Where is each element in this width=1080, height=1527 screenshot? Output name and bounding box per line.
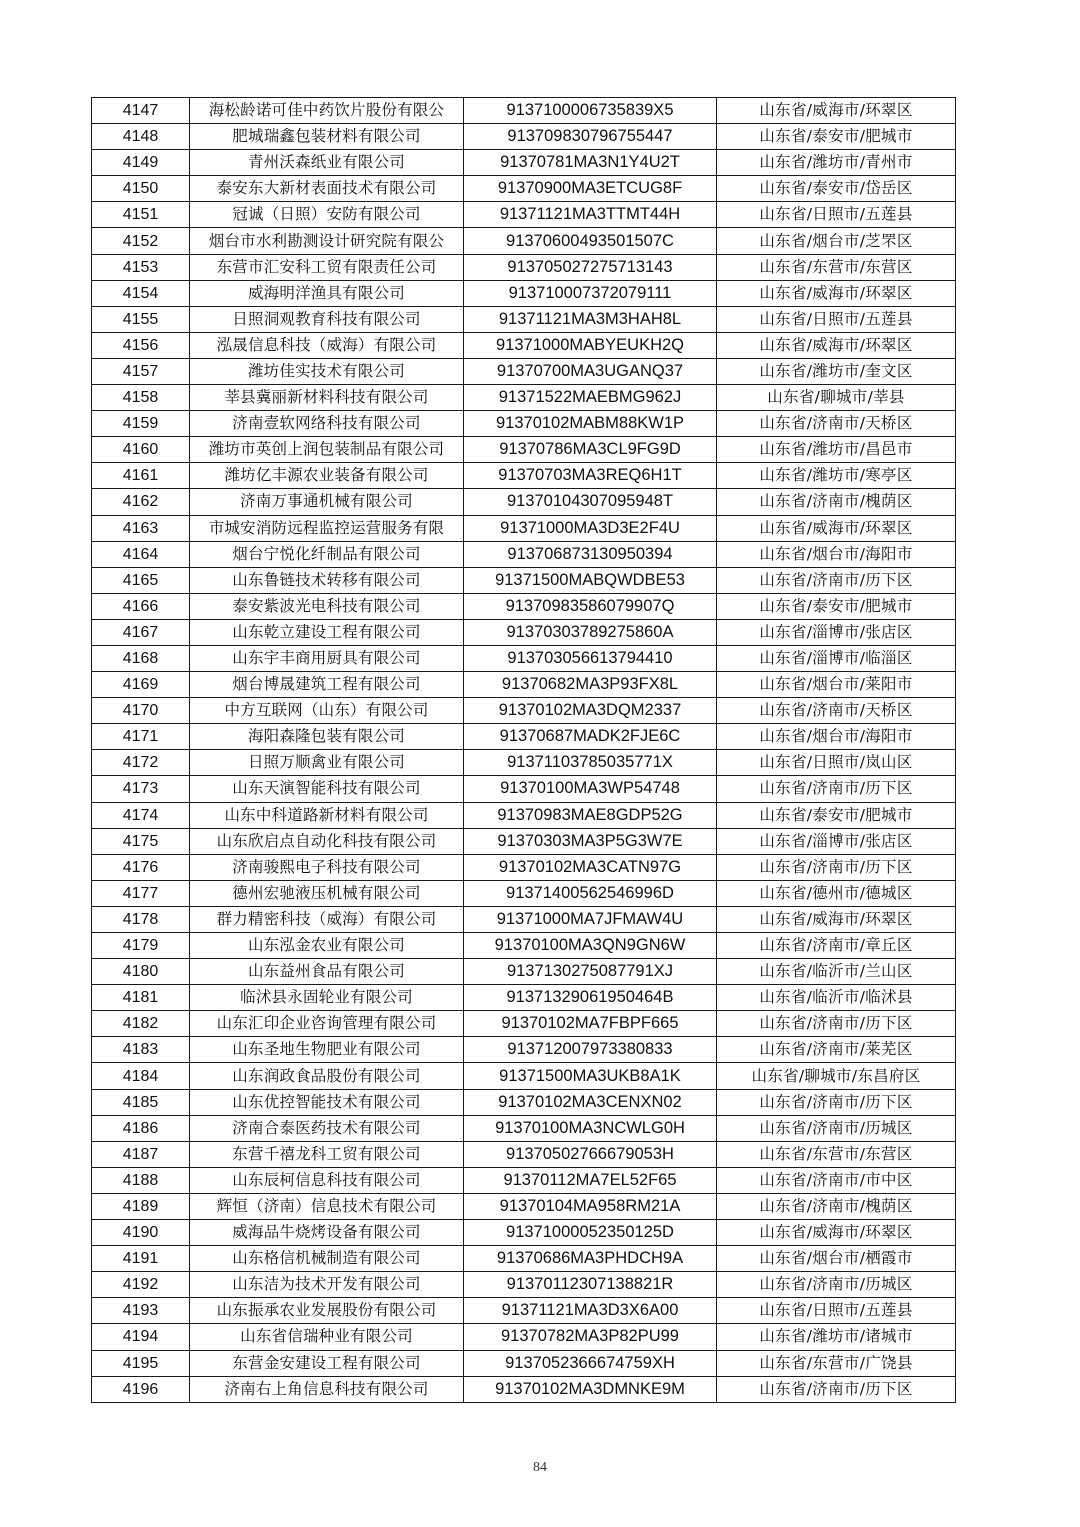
row-number: 4149: [92, 150, 190, 176]
location: 山东省/济南市/历下区: [717, 854, 956, 880]
credit-code: 91370682MA3P93FX8L: [464, 672, 717, 698]
credit-code: 91370900MA3ETCUG8F: [464, 176, 717, 202]
location: 山东省/淄博市/临淄区: [717, 645, 956, 671]
company-name: 东营市汇安科工贸有限责任公司: [190, 254, 464, 280]
company-name: 济南骏熙电子科技有限公司: [190, 854, 464, 880]
location: 山东省/威海市/环翠区: [717, 1220, 956, 1246]
company-name: 济南右上角信息科技有限公司: [190, 1376, 464, 1402]
location: 山东省/泰安市/岱岳区: [717, 176, 956, 202]
table-row: [92, 202, 956, 228]
table-row: [92, 1376, 956, 1402]
row-number: 4179: [92, 933, 190, 959]
credit-code: 91370102MABM88KW1P: [464, 411, 717, 437]
table-row: [92, 1246, 956, 1272]
table-row: [92, 124, 956, 150]
table-row: [92, 437, 956, 463]
location: 山东省/威海市/环翠区: [717, 98, 956, 124]
row-number: 4169: [92, 672, 190, 698]
credit-code: 91370983MAE8GDP52G: [464, 802, 717, 828]
company-name: 烟台市水利勘测设计研究院有限公: [190, 228, 464, 254]
credit-code: 91371121MA3TTMT44H: [464, 202, 717, 228]
row-number: 4182: [92, 1011, 190, 1037]
credit-code: 91370100MA3NCWLG0H: [464, 1115, 717, 1141]
company-name: 山东辰柯信息科技有限公司: [190, 1167, 464, 1193]
company-name: 泰安东大新材表面技术有限公司: [190, 176, 464, 202]
credit-code: 91371500MA3UKB8A1K: [464, 1063, 717, 1089]
company-name: 济南合泰医药技术有限公司: [190, 1115, 464, 1141]
location: 山东省/烟台市/芝罘区: [717, 228, 956, 254]
row-number: 4192: [92, 1272, 190, 1298]
company-name: 济南壹软网络科技有限公司: [190, 411, 464, 437]
row-number: 4160: [92, 437, 190, 463]
company-name: 山东洁为技术开发有限公司: [190, 1272, 464, 1298]
location: 山东省/威海市/环翠区: [717, 515, 956, 541]
credit-code: 91370102MA3DMNKE9M: [464, 1376, 717, 1402]
company-name: 中方互联网（山东）有限公司: [190, 698, 464, 724]
row-number: 4176: [92, 854, 190, 880]
company-name: 山东振承农业发展股份有限公司: [190, 1298, 464, 1324]
table-row: [92, 880, 956, 906]
company-name: 德州宏驰液压机械有限公司: [190, 880, 464, 906]
location: 山东省/泰安市/肥城市: [717, 593, 956, 619]
credit-code: 91370983586079907Q: [464, 593, 717, 619]
row-number: 4150: [92, 176, 190, 202]
company-name: 海阳森隆包装有限公司: [190, 724, 464, 750]
credit-code: 91370112307138821R: [464, 1272, 717, 1298]
row-number: 4171: [92, 724, 190, 750]
table-row: [92, 411, 956, 437]
credit-code: 91370687MADK2FJE6C: [464, 724, 717, 750]
row-number: 4187: [92, 1141, 190, 1167]
company-name: 青州沃森纸业有限公司: [190, 150, 464, 176]
company-name: 济南万事通机械有限公司: [190, 489, 464, 515]
credit-code: 91371121MA3M3HAH8L: [464, 306, 717, 332]
location: 山东省/济南市/历下区: [717, 776, 956, 802]
credit-code: 91371000737207911​1: [464, 280, 717, 306]
credit-code: 91371200797338083​3: [464, 1037, 717, 1063]
location: 山东省/聊城市/东昌府区: [717, 1063, 956, 1089]
table-row: [92, 489, 956, 515]
company-name: 山东格信机械制造有限公司: [190, 1246, 464, 1272]
row-number: 4163: [92, 515, 190, 541]
table-row: [92, 1193, 956, 1219]
company-name: 山东天演智能科技有限公司: [190, 776, 464, 802]
row-number: 4193: [92, 1298, 190, 1324]
credit-code: 91370502727571314​3: [464, 254, 717, 280]
table-row: [92, 1063, 956, 1089]
credit-code: 91371400562546996D: [464, 880, 717, 906]
company-name: 潍坊亿丰源农业装备有限公司: [190, 463, 464, 489]
company-name: 山东优控智能技术有限公司: [190, 1089, 464, 1115]
table-row: [92, 1220, 956, 1246]
location: 山东省/济南市/市中区: [717, 1167, 956, 1193]
table-row: [92, 280, 956, 306]
table-row: [92, 306, 956, 332]
company-name: 海松龄诺可佳中药饮片股份有限公: [190, 98, 464, 124]
credit-code: 91370781MA3N1Y4U2T: [464, 150, 717, 176]
location: 山东省/日照市/五莲县: [717, 1298, 956, 1324]
row-number: 4172: [92, 750, 190, 776]
credit-code: 91371000052350125D: [464, 1220, 717, 1246]
table-row: [92, 98, 956, 124]
table-row: [92, 1272, 956, 1298]
location: 山东省/淄博市/张店区: [717, 828, 956, 854]
location: 山东省/日照市/岚山区: [717, 750, 956, 776]
table-row: [92, 828, 956, 854]
row-number: 4153: [92, 254, 190, 280]
credit-code: 91370687313095039​4: [464, 541, 717, 567]
credit-code: 91370686MA3PHDCH9A: [464, 1246, 717, 1272]
company-name: 山东宇丰商用厨具有限公司: [190, 645, 464, 671]
credit-code: 91370112MA7EL52F65: [464, 1167, 717, 1193]
credit-code: 9137130275087791XJ: [464, 959, 717, 985]
company-name: 山东圣地生物肥业有限公司: [190, 1037, 464, 1063]
row-number: 4186: [92, 1115, 190, 1141]
table-row: [92, 1167, 956, 1193]
credit-code: 91370102MA3CENXN02: [464, 1089, 717, 1115]
company-name: 日照洞观教育科技有限公司: [190, 306, 464, 332]
location: 山东省/威海市/环翠区: [717, 906, 956, 932]
row-number: 4170: [92, 698, 190, 724]
table-row: [92, 176, 956, 202]
company-name: 潍坊市英创上润包装制品有限公司: [190, 437, 464, 463]
table-row: [92, 254, 956, 280]
location: 山东省/济南市/天桥区: [717, 698, 956, 724]
row-number: 4166: [92, 593, 190, 619]
location: 山东省/临沂市/临沭县: [717, 985, 956, 1011]
credit-code: 913705236667475​9XH: [464, 1350, 717, 1376]
credit-code: 91370104307095948T: [464, 489, 717, 515]
location: 山东省/济南市/历城区: [717, 1272, 956, 1298]
row-number: 4177: [92, 880, 190, 906]
company-name: 临沭县永固轮业有限公司: [190, 985, 464, 1011]
location: 山东省/烟台市/栖霞市: [717, 1246, 956, 1272]
location: 山东省/东营市/东营区: [717, 254, 956, 280]
table-row: [92, 1115, 956, 1141]
company-name: 山东泓金农业有限公司: [190, 933, 464, 959]
location: 山东省/淄博市/张店区: [717, 619, 956, 645]
table-row: [92, 1037, 956, 1063]
company-name: 山东汇印企业咨询管理有限公司: [190, 1011, 464, 1037]
company-name: 威海品牛烧烤设备有限公司: [190, 1220, 464, 1246]
credit-code: 91370782MA3P82PU99: [464, 1324, 717, 1350]
table-row: [92, 1298, 956, 1324]
location: 山东省/威海市/环翠区: [717, 280, 956, 306]
location: 山东省/潍坊市/青州市: [717, 150, 956, 176]
table-row: [92, 385, 956, 411]
table-row: [92, 750, 956, 776]
company-name: 莘县冀丽新材料科技有限公司: [190, 385, 464, 411]
row-number: 4194: [92, 1324, 190, 1350]
location: 山东省/济南市/历下区: [717, 1089, 956, 1115]
credit-code: 91370502766679053H: [464, 1141, 717, 1167]
row-number: 4180: [92, 959, 190, 985]
location: 山东省/东营市/广饶县: [717, 1350, 956, 1376]
company-name: 烟台宁悦化纤制品有限公司: [190, 541, 464, 567]
table-row: [92, 645, 956, 671]
row-number: 4152: [92, 228, 190, 254]
location: 山东省/德州市/德城区: [717, 880, 956, 906]
location: 山东省/东营市/东营区: [717, 1141, 956, 1167]
credit-code: 91370600493501507C: [464, 228, 717, 254]
company-name: 烟台博晟建筑工程有限公司: [190, 672, 464, 698]
row-number: 4158: [92, 385, 190, 411]
location: 山东省/济南市/历下区: [717, 1376, 956, 1402]
location: 山东省/济南市/历下区: [717, 567, 956, 593]
row-number: 4178: [92, 906, 190, 932]
company-name: 山东乾立建设工程有限公司: [190, 619, 464, 645]
company-name: 山东益州食品有限公司: [190, 959, 464, 985]
table-row: [92, 358, 956, 384]
credit-code: 91370700MA3UGANQ37: [464, 358, 717, 384]
table-row: [92, 463, 956, 489]
row-number: 4168: [92, 645, 190, 671]
credit-code: 91371000MA7JFMAW4U: [464, 906, 717, 932]
row-number: 4167: [92, 619, 190, 645]
row-number: 4147: [92, 98, 190, 124]
credit-code: 91371000MABYEUKH2Q: [464, 332, 717, 358]
credit-code: 91371103785035771X: [464, 750, 717, 776]
credit-code: 9137100006735839X5: [464, 98, 717, 124]
row-number: 4196: [92, 1376, 190, 1402]
credit-code: 91370303789275860A: [464, 619, 717, 645]
credit-code: 91371500MABQWDBE53: [464, 567, 717, 593]
row-number: 4157: [92, 358, 190, 384]
row-number: 4175: [92, 828, 190, 854]
table-row: [92, 802, 956, 828]
credit-code: 91370100MA3WP54748: [464, 776, 717, 802]
location: 山东省/潍坊市/昌邑市: [717, 437, 956, 463]
table-row: [92, 1324, 956, 1350]
table-row: [92, 567, 956, 593]
location: 山东省/济南市/莱芜区: [717, 1037, 956, 1063]
row-number: 4151: [92, 202, 190, 228]
company-name: 山东润政食品股份有限公司: [190, 1063, 464, 1089]
row-number: 4154: [92, 280, 190, 306]
row-number: 4191: [92, 1246, 190, 1272]
company-name: 山东鲁链技术转移有限公司: [190, 567, 464, 593]
credit-code: 91370102MA7FBPF665: [464, 1011, 717, 1037]
credit-code: 91370703MA3REQ6H1T: [464, 463, 717, 489]
row-number: 4173: [92, 776, 190, 802]
table-row: [92, 672, 956, 698]
company-list-table: [91, 97, 956, 1403]
table-row: [92, 959, 956, 985]
table-row: [92, 332, 956, 358]
table-row: [92, 776, 956, 802]
location: 山东省/潍坊市/寒亭区: [717, 463, 956, 489]
table-row: [92, 1011, 956, 1037]
row-number: 4164: [92, 541, 190, 567]
location: 山东省/济南市/槐荫区: [717, 489, 956, 515]
location: 山东省/泰安市/肥城市: [717, 124, 956, 150]
row-number: 4185: [92, 1089, 190, 1115]
row-number: 4159: [92, 411, 190, 437]
location: 山东省/泰安市/肥城市: [717, 802, 956, 828]
location: 山东省/潍坊市/诸城市: [717, 1324, 956, 1350]
table-row: [92, 698, 956, 724]
company-name: 山东省信瑞种业有限公司: [190, 1324, 464, 1350]
table-row: [92, 541, 956, 567]
company-name: 潍坊佳实技术有限公司: [190, 358, 464, 384]
table-row: [92, 1141, 956, 1167]
table-row: [92, 906, 956, 932]
location: 山东省/烟台市/海阳市: [717, 541, 956, 567]
company-name: 泰安紫波光电科技有限公司: [190, 593, 464, 619]
table-row: [92, 933, 956, 959]
company-name: 山东欣启点自动化科技有限公司: [190, 828, 464, 854]
table-row: [92, 1089, 956, 1115]
table-row: [92, 593, 956, 619]
row-number: 4184: [92, 1063, 190, 1089]
page-number: 84: [533, 1460, 547, 1475]
table-row: [92, 854, 956, 880]
row-number: 4188: [92, 1167, 190, 1193]
row-number: 4174: [92, 802, 190, 828]
row-number: 4161: [92, 463, 190, 489]
credit-code: 91370102MA3CATN97G: [464, 854, 717, 880]
location: 山东省/济南市/章丘区: [717, 933, 956, 959]
company-name: 东营金安建设工程有限公司: [190, 1350, 464, 1376]
credit-code: 91371121MA3D3X6A00: [464, 1298, 717, 1324]
company-name: 肥城瑞鑫包装材料有限公司: [190, 124, 464, 150]
credit-code: 91370104MA958RM21A: [464, 1193, 717, 1219]
credit-code: 91370303MA3P5G3W7E: [464, 828, 717, 854]
company-name: 日照万顺禽业有限公司: [190, 750, 464, 776]
row-number: 4155: [92, 306, 190, 332]
location: 山东省/日照市/五莲县: [717, 202, 956, 228]
location: 山东省/济南市/槐荫区: [717, 1193, 956, 1219]
credit-code: 91370102MA3DQM2337: [464, 698, 717, 724]
row-number: 4162: [92, 489, 190, 515]
company-name: 辉恒（济南）信息技术有限公司: [190, 1193, 464, 1219]
location: 山东省/烟台市/海阳市: [717, 724, 956, 750]
table-row: [92, 515, 956, 541]
row-number: 4195: [92, 1350, 190, 1376]
row-number: 4189: [92, 1193, 190, 1219]
location: 山东省/聊城市/莘县: [717, 385, 956, 411]
company-name: 威海明洋渔具有限公司: [190, 280, 464, 306]
table-body: [92, 98, 956, 1403]
credit-code: 91370983079675544​7: [464, 124, 717, 150]
location: 山东省/济南市/历下区: [717, 1011, 956, 1037]
credit-code: 91370305661379441​0: [464, 645, 717, 671]
location: 山东省/临沂市/兰山区: [717, 959, 956, 985]
table-row: [92, 619, 956, 645]
table-row: [92, 985, 956, 1011]
company-name: 东营千禧龙科工贸有限公司: [190, 1141, 464, 1167]
location: 山东省/济南市/历城区: [717, 1115, 956, 1141]
row-number: 4165: [92, 567, 190, 593]
credit-code: 91371522MAEBMG962J: [464, 385, 717, 411]
credit-code: 91371329061950464B: [464, 985, 717, 1011]
credit-code: 91371000MA3D3E2F4U: [464, 515, 717, 541]
table-row: [92, 150, 956, 176]
credit-code: 91370786MA3CL9FG9D: [464, 437, 717, 463]
row-number: 4181: [92, 985, 190, 1011]
table-row: [92, 1350, 956, 1376]
location: 山东省/济南市/天桥区: [717, 411, 956, 437]
location: 山东省/潍坊市/奎文区: [717, 358, 956, 384]
location: 山东省/烟台市/莱阳市: [717, 672, 956, 698]
row-number: 4183: [92, 1037, 190, 1063]
row-number: 4156: [92, 332, 190, 358]
table-row: [92, 228, 956, 254]
row-number: 4190: [92, 1220, 190, 1246]
company-name: 群力精密科技（威海）有限公司: [190, 906, 464, 932]
company-name: 山东中科道路新材料有限公司: [190, 802, 464, 828]
row-number: 4148: [92, 124, 190, 150]
credit-code: 91370100MA3QN9GN6W: [464, 933, 717, 959]
company-name: 冠诚（日照）安防有限公司: [190, 202, 464, 228]
location: 山东省/威海市/环翠区: [717, 332, 956, 358]
company-name: 泓晟信息科技（威海）有限公司: [190, 332, 464, 358]
table-row: [92, 724, 956, 750]
location: 山东省/日照市/五莲县: [717, 306, 956, 332]
company-name: 市城安消防远程监控运营服务有限: [190, 515, 464, 541]
